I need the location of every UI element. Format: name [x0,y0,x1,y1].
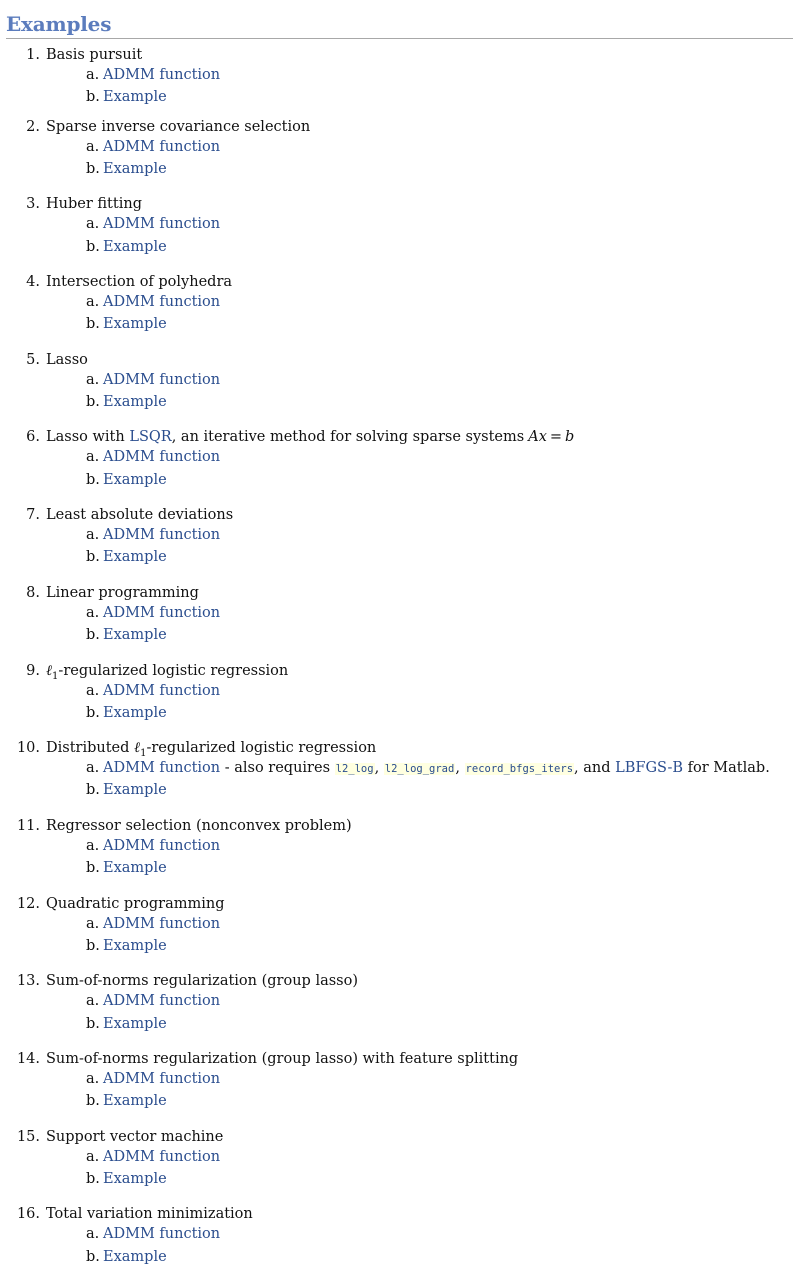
example-item [6,583,793,661]
sub-label: a. [86,138,100,155]
sub-label: b. [86,1248,100,1265]
item-number: 10. [16,740,40,757]
requires-text: - also requires [220,760,335,777]
admm-function-item [86,1069,793,1091]
title-text: Sparse inverse covariance selection [46,118,311,135]
admm-function-item [86,1224,793,1246]
admm-function-link[interactable]: ADMM function [103,1148,221,1165]
example-link[interactable]: Example [103,160,167,177]
admm-function-link[interactable]: ADMM function [103,527,221,544]
title-text: Sum-of-norms regularization (group lasso) [46,973,358,990]
admm-function-link[interactable]: ADMM function [103,1070,221,1087]
example-item-link-row [86,314,793,339]
example-item-link-row [86,780,793,805]
admm-function-link[interactable]: ADMM function [103,138,221,155]
title-text: Sum-of-norms regularization (group lasso) with feature splitting [46,1050,519,1067]
sub-list [46,681,793,728]
sub-label: a. [86,604,100,621]
example-item-link-row [86,1014,793,1039]
example-link[interactable]: Example [103,238,167,255]
admm-function-item [86,370,793,392]
admm-function-item [86,836,793,858]
title-text: Total variation minimization [46,1206,253,1223]
examples-list [6,39,793,1282]
admm-function-link[interactable]: ADMM function [103,294,221,311]
sub-label: b. [86,704,100,721]
example-title [26,194,793,214]
admm-function-link[interactable]: ADMM function [103,1226,221,1243]
example-item-link-row [86,1247,793,1272]
example-link[interactable]: Example [103,937,167,954]
example-link[interactable]: Example [103,1093,167,1110]
sub-label: a. [86,1226,100,1243]
sub-label: a. [86,682,100,699]
title-text: Intersection of polyhedra [46,274,233,291]
example-item [6,272,793,350]
admm-function-link[interactable]: ADMM function [103,449,221,466]
code-link-l2-log-grad[interactable]: l2_log_grad [384,763,455,776]
admm-function-item [86,525,793,547]
sub-label: a. [86,67,100,83]
section-title: Examples [6,12,112,36]
ell-symbol: ℓ [46,662,53,679]
sub-label: b. [86,1093,100,1110]
admm-function-link[interactable]: ADMM function [103,837,221,854]
example-item [6,661,793,739]
sub-list [46,1069,793,1116]
example-title [16,1204,793,1224]
example-item-link-row [86,159,793,184]
sub-list [46,1224,793,1271]
example-item-link-row [86,1169,793,1194]
example-title [26,350,793,370]
sub-label: b. [86,549,100,566]
admm-function-item [86,65,793,87]
sub-label: b. [86,471,100,488]
sub-label: a. [86,915,100,932]
admm-function-link[interactable]: ADMM function [103,371,221,388]
sub-label: a. [86,1148,100,1165]
sub-label: a. [86,760,100,777]
sub-list [46,370,793,417]
example-title [26,427,793,447]
title-text: Regressor selection (nonconvex problem) [46,817,352,834]
item-number: 11. [16,817,40,834]
example-item-link-row [86,547,793,572]
sub-label: a. [86,1070,100,1087]
sub-label: a. [86,837,100,854]
item-number: 12. [16,895,40,912]
example-title [16,971,793,991]
example-title [16,738,793,760]
sub-label: b. [86,627,100,644]
math-equation [528,429,574,445]
sub-label: b. [86,782,100,799]
example-title [26,505,793,525]
example-item [6,194,793,272]
sub-label: b. [86,1015,100,1032]
item-number: 4. [26,274,40,291]
title-text: Linear programming [46,584,199,601]
example-link[interactable]: Example [103,89,167,106]
separator: , [455,760,465,777]
example-item-link-row [86,1091,793,1116]
example-item [6,1127,793,1205]
admm-function-item [86,137,793,159]
example-link[interactable]: Example [103,549,167,566]
sub-label: b. [86,238,100,255]
example-link[interactable]: Example [103,704,167,721]
sub-label: a. [86,449,100,466]
item-number: 13. [16,973,40,990]
example-link[interactable]: Example [103,1015,167,1032]
title-text: Least absolute deviations [46,507,234,524]
admm-function-link[interactable]: ADMM function [103,682,221,699]
code-link-record-bfgs-iters[interactable]: record_bfgs_iters [465,763,574,776]
admm-function-link[interactable]: ADMM function [103,216,221,233]
ell-subscript: 1 [140,748,147,760]
sub-list [46,137,793,184]
ell-symbol: ℓ [134,740,141,757]
item-number: 8. [26,584,40,601]
title-text: Basis pursuit [46,47,143,63]
separator: , [374,760,384,777]
example-title [26,117,793,137]
sub-label: a. [86,993,100,1010]
sub-list [46,914,793,961]
sub-label: b. [86,394,100,411]
example-item [6,505,793,583]
sub-list [46,292,793,339]
item-number: 2. [26,118,40,135]
example-link[interactable]: Example [103,782,167,799]
sub-list [46,525,793,572]
admm-function-link[interactable]: ADMM function [103,760,221,777]
ell-subscript: 1 [52,670,59,682]
sub-label: b. [86,860,100,877]
example-item [6,894,793,972]
item-number: 16. [16,1206,40,1223]
example-item [6,39,793,117]
item-number: 14. [16,1050,40,1067]
admm-function-item [86,1147,793,1169]
lsqr-link[interactable]: LSQR [129,429,172,446]
example-item [6,738,793,816]
example-item [6,117,793,195]
example-item-link-row [86,625,793,650]
admm-function-link[interactable]: ADMM function [103,67,221,83]
admm-function-item [86,292,793,314]
admm-function-item [86,447,793,469]
sub-list [46,991,793,1038]
sub-list [46,603,793,650]
title-text: -regularized logistic regression [58,662,289,679]
sub-list [46,1147,793,1194]
sub-label: a. [86,294,100,311]
example-title [16,1049,793,1069]
example-item-link-row [86,87,793,112]
example-item-link-row [86,703,793,728]
item-number: 9. [26,662,40,679]
admm-function-item [86,758,793,780]
admm-function-item [86,914,793,936]
admm-function-item [86,603,793,625]
admm-function-link[interactable]: ADMM function [103,604,221,621]
example-item [6,1204,793,1282]
title-prefix: Lasso with [46,429,130,446]
example-item-link-row [86,936,793,961]
lbfgsb-link[interactable]: LBFGS-B [615,760,684,777]
title-text: -regularized logistic regression [146,740,377,757]
example-title [16,1127,793,1147]
example-link[interactable]: Example [103,394,167,411]
example-item-link-row [86,237,793,262]
admm-function-item [86,991,793,1013]
example-title [26,272,793,292]
math-rhs: b [565,429,575,446]
sub-label: b. [86,160,100,177]
title-text: Support vector machine [46,1128,224,1145]
title-text: Huber fitting [46,196,142,213]
example-link[interactable]: Example [103,627,167,644]
sub-label: a. [86,527,100,544]
sub-label: b. [86,316,100,333]
title-text: Quadratic programming [46,895,225,912]
example-title [26,661,793,682]
sub-list [46,836,793,883]
admm-function-item [86,681,793,703]
example-item [6,816,793,894]
item-number: 3. [26,196,40,213]
example-link[interactable]: Example [103,316,167,333]
example-title [16,894,793,914]
example-item [6,971,793,1049]
item-number: 7. [26,507,40,524]
example-item [6,427,793,505]
sub-label: b. [86,89,100,106]
example-link[interactable]: Example [103,860,167,877]
and-text: , and [574,760,616,777]
sub-label: a. [86,216,100,233]
example-item [6,1049,793,1127]
math-op: = [549,429,563,446]
example-item [6,350,793,428]
example-link[interactable]: Example [103,471,167,488]
sub-label: b. [86,937,100,954]
item-number: 1. [26,47,40,63]
code-link-l2-log[interactable]: l2_log [335,763,374,776]
sub-list [46,758,793,805]
example-title [16,816,793,836]
example-title [26,583,793,603]
example-link[interactable]: Example [103,1248,167,1265]
example-title [26,45,793,65]
item-number: 6. [26,429,40,446]
example-link[interactable]: Example [103,1170,167,1187]
admm-function-item [86,214,793,236]
item-number: 15. [16,1128,40,1145]
math-lhs: Ax [528,429,547,446]
example-item-link-row [86,392,793,417]
sub-list [46,65,793,112]
title-text: Lasso [46,351,88,368]
admm-function-link[interactable]: ADMM function [103,993,221,1010]
item-number: 5. [26,351,40,368]
example-item-link-row [86,858,793,883]
sub-list [46,447,793,494]
example-item-link-row [86,470,793,495]
sub-label: b. [86,1170,100,1187]
sub-list [46,214,793,261]
admm-function-link[interactable]: ADMM function [103,915,221,932]
title-prefix: Distributed [46,740,135,757]
sub-label: a. [86,371,100,388]
tail-text: for Matlab. [683,760,770,777]
title-suffix: , an iterative method for solving sparse systems [171,429,525,446]
